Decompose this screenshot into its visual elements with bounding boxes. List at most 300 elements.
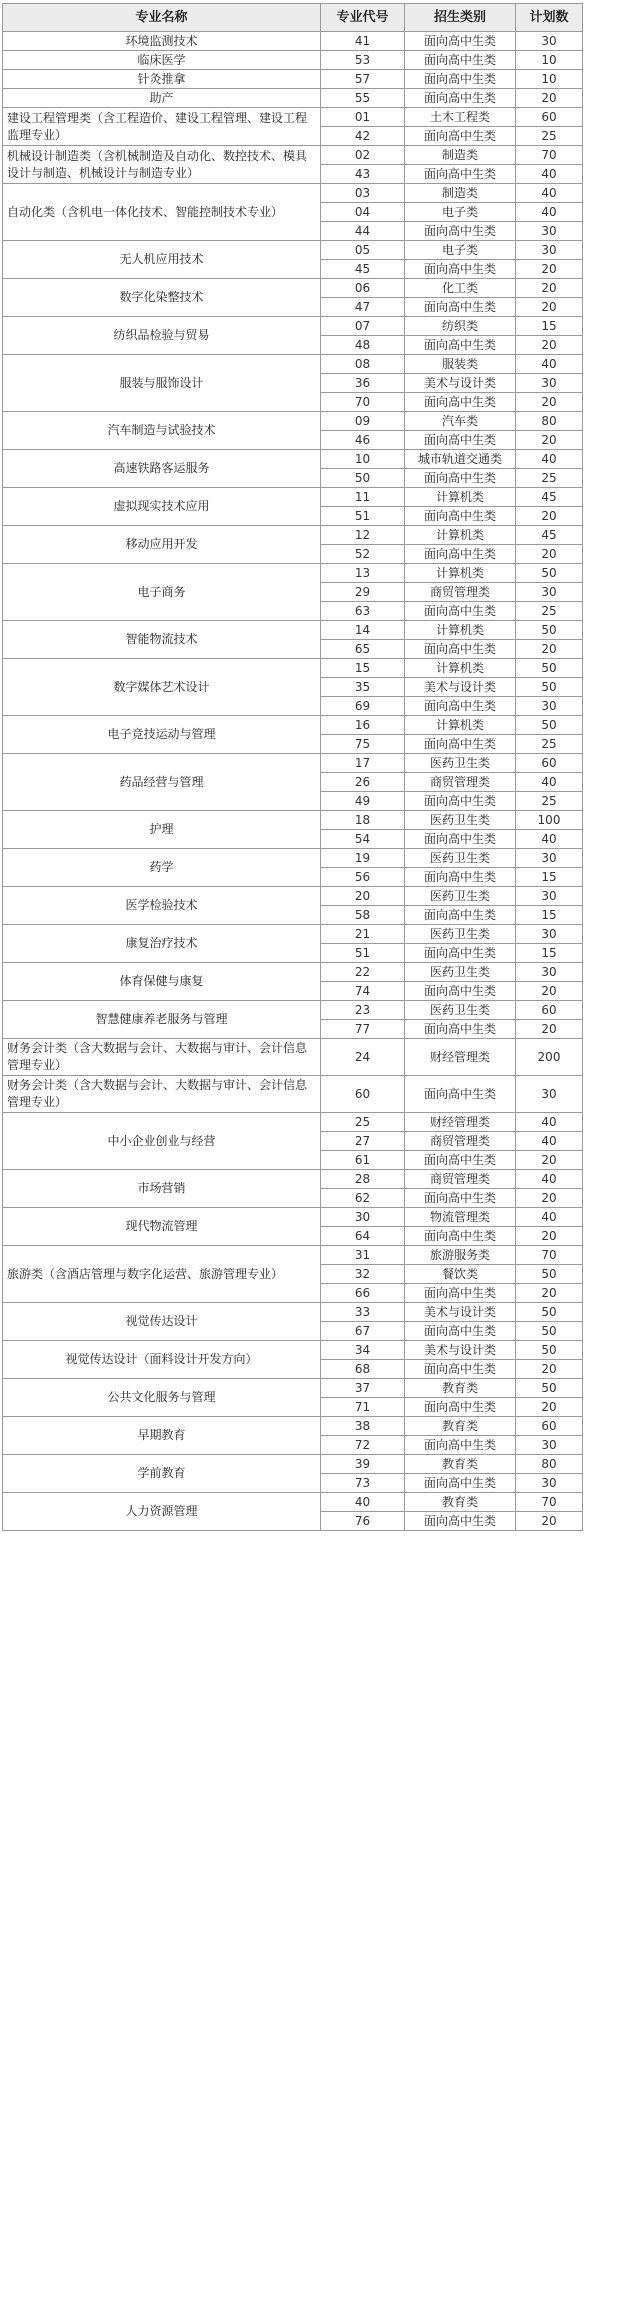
major-name: 旅游类（含酒店管理与数字化运营、旅游管理专业） (3, 1246, 321, 1303)
plan-count: 40 (516, 773, 583, 792)
enrollment-category: 面向高中生类 (405, 1398, 516, 1417)
major-name: 体育保健与康复 (3, 963, 321, 1001)
enrollment-category: 面向高中生类 (405, 1189, 516, 1208)
major-code: 77 (321, 1020, 405, 1039)
plan-count: 20 (516, 982, 583, 1001)
enrollment-category: 教育类 (405, 1455, 516, 1474)
major-code: 71 (321, 1398, 405, 1417)
enrollment-category: 电子类 (405, 203, 516, 222)
plan-count: 40 (516, 1170, 583, 1189)
plan-count: 40 (516, 355, 583, 374)
major-code: 65 (321, 640, 405, 659)
plan-count: 25 (516, 127, 583, 146)
enrollment-category: 医药卫生类 (405, 925, 516, 944)
table-row (3, 355, 583, 374)
major-code: 51 (321, 507, 405, 526)
major-code: 16 (321, 716, 405, 735)
major-code: 51 (321, 944, 405, 963)
enrollment-category: 计算机类 (405, 526, 516, 545)
enrollment-category: 面向高中生类 (405, 944, 516, 963)
major-code: 52 (321, 545, 405, 564)
plan-count: 20 (516, 1227, 583, 1246)
table-row (3, 412, 583, 431)
major-name: 现代物流管理 (3, 1208, 321, 1246)
major-name: 纺织品检验与贸易 (3, 317, 321, 355)
enrollment-category: 面向高中生类 (405, 1284, 516, 1303)
major-code: 18 (321, 811, 405, 830)
plan-count: 45 (516, 526, 583, 545)
major-code: 69 (321, 697, 405, 716)
table-row (3, 1341, 583, 1360)
major-code: 44 (321, 222, 405, 241)
plan-count: 30 (516, 1474, 583, 1493)
plan-count: 15 (516, 868, 583, 887)
plan-count: 70 (516, 1246, 583, 1265)
major-code: 39 (321, 1455, 405, 1474)
table-row (3, 564, 583, 583)
plan-count: 20 (516, 545, 583, 564)
enrollment-category: 面向高中生类 (405, 792, 516, 811)
enrollment-category: 制造类 (405, 146, 516, 165)
plan-count: 20 (516, 1512, 583, 1531)
major-code: 72 (321, 1436, 405, 1455)
plan-count: 40 (516, 450, 583, 469)
enrollment-category: 面向高中生类 (405, 336, 516, 355)
major-code: 70 (321, 393, 405, 412)
plan-count: 70 (516, 146, 583, 165)
plan-count: 30 (516, 849, 583, 868)
major-code: 21 (321, 925, 405, 944)
table-row (3, 450, 583, 469)
enrollment-category: 计算机类 (405, 659, 516, 678)
plan-count: 50 (516, 678, 583, 697)
plan-count: 30 (516, 1436, 583, 1455)
plan-count: 80 (516, 1455, 583, 1474)
plan-count: 50 (516, 1303, 583, 1322)
major-name: 护理 (3, 811, 321, 849)
major-code: 36 (321, 374, 405, 393)
enrollment-category: 面向高中生类 (405, 1322, 516, 1341)
major-code: 20 (321, 887, 405, 906)
enrollment-category: 美术与设计类 (405, 678, 516, 697)
table-row (3, 184, 583, 203)
enrollment-category: 教育类 (405, 1493, 516, 1512)
enrollment-category: 面向高中生类 (405, 1474, 516, 1493)
plan-count: 30 (516, 925, 583, 944)
major-code: 11 (321, 488, 405, 507)
plan-count: 25 (516, 792, 583, 811)
enrollment-category: 面向高中生类 (405, 1227, 516, 1246)
major-name: 公共文化服务与管理 (3, 1379, 321, 1417)
table-row (3, 279, 583, 298)
enrollment-category: 商贸管理类 (405, 773, 516, 792)
major-code: 47 (321, 298, 405, 317)
enrollment-category: 面向高中生类 (405, 602, 516, 621)
major-code: 46 (321, 431, 405, 450)
major-code: 26 (321, 773, 405, 792)
plan-count: 20 (516, 279, 583, 298)
major-code: 03 (321, 184, 405, 203)
enrollment-category: 面向高中生类 (405, 32, 516, 51)
major-code: 75 (321, 735, 405, 754)
major-name: 汽车制造与试验技术 (3, 412, 321, 450)
major-code: 48 (321, 336, 405, 355)
enrollment-category: 电子类 (405, 241, 516, 260)
plan-count: 50 (516, 716, 583, 735)
table-row (3, 241, 583, 260)
major-code: 34 (321, 1341, 405, 1360)
major-name: 助产 (3, 89, 321, 108)
major-code: 02 (321, 146, 405, 165)
major-code: 55 (321, 89, 405, 108)
enrollment-category: 面向高中生类 (405, 393, 516, 412)
enrollment-category: 教育类 (405, 1379, 516, 1398)
enrollment-category: 面向高中生类 (405, 51, 516, 70)
plan-count: 20 (516, 1020, 583, 1039)
plan-count: 40 (516, 1132, 583, 1151)
major-name: 环境监测技术 (3, 32, 321, 51)
major-code: 22 (321, 963, 405, 982)
plan-count: 50 (516, 1341, 583, 1360)
table-row (3, 849, 583, 868)
plan-count: 50 (516, 564, 583, 583)
enrollment-category: 土木工程类 (405, 108, 516, 127)
enrollment-category: 制造类 (405, 184, 516, 203)
plan-count: 20 (516, 640, 583, 659)
plan-count: 30 (516, 1076, 583, 1113)
table-row (3, 146, 583, 165)
plan-count: 60 (516, 108, 583, 127)
plan-count: 50 (516, 1265, 583, 1284)
enrollment-category: 美术与设计类 (405, 1341, 516, 1360)
plan-count: 20 (516, 260, 583, 279)
major-code: 37 (321, 1379, 405, 1398)
plan-count: 50 (516, 659, 583, 678)
major-code: 30 (321, 1208, 405, 1227)
major-code: 49 (321, 792, 405, 811)
plan-count: 30 (516, 374, 583, 393)
plan-count: 50 (516, 621, 583, 640)
major-code: 04 (321, 203, 405, 222)
enrollment-category: 面向高中生类 (405, 1436, 516, 1455)
table-row (3, 1493, 583, 1512)
table-row (3, 925, 583, 944)
major-code: 68 (321, 1360, 405, 1379)
major-code: 63 (321, 602, 405, 621)
major-code: 38 (321, 1417, 405, 1436)
major-code: 01 (321, 108, 405, 127)
major-name: 药学 (3, 849, 321, 887)
major-code: 29 (321, 583, 405, 602)
major-code: 25 (321, 1113, 405, 1132)
table-row (3, 621, 583, 640)
enrollment-category: 计算机类 (405, 621, 516, 640)
table-row (3, 32, 583, 51)
table-row (3, 811, 583, 830)
table-row (3, 1208, 583, 1227)
enrollment-category: 面向高中生类 (405, 545, 516, 564)
enrollment-category: 医药卫生类 (405, 754, 516, 773)
plan-count: 70 (516, 1493, 583, 1512)
major-code: 45 (321, 260, 405, 279)
major-name: 机械设计制造类（含机械制造及自动化、数控技术、模具设计与制造、机械设计与制造专业） (3, 146, 321, 184)
table-row (3, 70, 583, 89)
major-code: 17 (321, 754, 405, 773)
table-row (3, 1113, 583, 1132)
table-row (3, 716, 583, 735)
major-name: 电子商务 (3, 564, 321, 621)
major-name: 视觉传达设计 (3, 1303, 321, 1341)
enrollment-category: 商贸管理类 (405, 1132, 516, 1151)
plan-count: 50 (516, 1379, 583, 1398)
plan-count: 20 (516, 393, 583, 412)
plan-count: 30 (516, 222, 583, 241)
major-code: 35 (321, 678, 405, 697)
enrollment-category: 面向高中生类 (405, 469, 516, 488)
plan-count: 30 (516, 241, 583, 260)
table-row (3, 887, 583, 906)
major-code: 54 (321, 830, 405, 849)
table-row (3, 89, 583, 108)
enrollment-category: 面向高中生类 (405, 1076, 516, 1113)
major-code: 50 (321, 469, 405, 488)
major-code: 07 (321, 317, 405, 336)
enrollment-category: 商贸管理类 (405, 583, 516, 602)
table-row (3, 488, 583, 507)
major-code: 66 (321, 1284, 405, 1303)
plan-count: 20 (516, 1360, 583, 1379)
plan-count: 20 (516, 89, 583, 108)
plan-count: 40 (516, 1208, 583, 1227)
enrollment-category: 化工类 (405, 279, 516, 298)
table-row (3, 1170, 583, 1189)
major-code: 14 (321, 621, 405, 640)
major-code: 31 (321, 1246, 405, 1265)
major-code: 62 (321, 1189, 405, 1208)
major-name: 人力资源管理 (3, 1493, 321, 1531)
enrollment-category: 服装类 (405, 355, 516, 374)
plan-count: 30 (516, 963, 583, 982)
enrollment-category: 面向高中生类 (405, 165, 516, 184)
major-name: 虚拟现实技术应用 (3, 488, 321, 526)
enrollment-category: 面向高中生类 (405, 982, 516, 1001)
table-row (3, 1039, 583, 1076)
major-name: 数字化染整技术 (3, 279, 321, 317)
plan-count: 15 (516, 944, 583, 963)
major-name: 财务会计类（含大数据与会计、大数据与审计、会计信息管理专业） (3, 1039, 321, 1076)
enrollment-category: 计算机类 (405, 564, 516, 583)
enrollment-category: 医药卫生类 (405, 811, 516, 830)
table-row (3, 754, 583, 773)
enrollment-category: 面向高中生类 (405, 298, 516, 317)
major-name: 财务会计类（含大数据与会计、大数据与审计、会计信息管理专业） (3, 1076, 321, 1113)
enrollment-category: 计算机类 (405, 488, 516, 507)
plan-count: 20 (516, 431, 583, 450)
table-row (3, 108, 583, 127)
major-code: 40 (321, 1493, 405, 1512)
page (2, 3, 583, 1531)
header-major-name: 专业名称 (3, 4, 321, 32)
major-code: 33 (321, 1303, 405, 1322)
major-name: 针灸推拿 (3, 70, 321, 89)
major-name: 早期教育 (3, 1417, 321, 1455)
plan-count: 20 (516, 507, 583, 526)
major-name: 自动化类（含机电一体化技术、智能控制技术专业） (3, 184, 321, 241)
major-code: 15 (321, 659, 405, 678)
plan-count: 20 (516, 298, 583, 317)
enrollment-category: 餐饮类 (405, 1265, 516, 1284)
major-code: 61 (321, 1151, 405, 1170)
enrollment-category: 面向高中生类 (405, 260, 516, 279)
major-name: 学前教育 (3, 1455, 321, 1493)
plan-count: 10 (516, 51, 583, 70)
enrollment-plan-table (2, 3, 583, 1531)
table-row (3, 526, 583, 545)
enrollment-category: 汽车类 (405, 412, 516, 431)
major-code: 41 (321, 32, 405, 51)
major-code: 56 (321, 868, 405, 887)
enrollment-category: 商贸管理类 (405, 1170, 516, 1189)
major-code: 05 (321, 241, 405, 260)
major-name: 服装与服饰设计 (3, 355, 321, 412)
enrollment-category: 面向高中生类 (405, 89, 516, 108)
table-row (3, 1001, 583, 1020)
plan-count: 10 (516, 70, 583, 89)
table-row (3, 659, 583, 678)
enrollment-category: 医药卫生类 (405, 963, 516, 982)
plan-count: 100 (516, 811, 583, 830)
major-code: 27 (321, 1132, 405, 1151)
major-code: 67 (321, 1322, 405, 1341)
major-code: 24 (321, 1039, 405, 1076)
major-code: 43 (321, 165, 405, 184)
enrollment-category: 面向高中生类 (405, 868, 516, 887)
plan-count: 20 (516, 1284, 583, 1303)
table-row (3, 317, 583, 336)
major-code: 19 (321, 849, 405, 868)
enrollment-category: 财经管理类 (405, 1039, 516, 1076)
major-name: 智能物流技术 (3, 621, 321, 659)
major-name: 无人机应用技术 (3, 241, 321, 279)
major-code: 53 (321, 51, 405, 70)
major-code: 76 (321, 1512, 405, 1531)
table-row (3, 1303, 583, 1322)
table-header-row (3, 4, 583, 32)
plan-count: 30 (516, 887, 583, 906)
enrollment-category: 面向高中生类 (405, 906, 516, 925)
major-code: 10 (321, 450, 405, 469)
major-name: 康复治疗技术 (3, 925, 321, 963)
major-name: 医学检验技术 (3, 887, 321, 925)
plan-count: 50 (516, 1322, 583, 1341)
table-row (3, 1417, 583, 1436)
major-name: 临床医学 (3, 51, 321, 70)
major-code: 57 (321, 70, 405, 89)
major-code: 08 (321, 355, 405, 374)
enrollment-category: 城市轨道交通类 (405, 450, 516, 469)
major-code: 13 (321, 564, 405, 583)
major-name: 视觉传达设计（面料设计开发方向） (3, 1341, 321, 1379)
plan-count: 15 (516, 317, 583, 336)
plan-count: 30 (516, 32, 583, 51)
table-row (3, 51, 583, 70)
header-major-code: 专业代号 (321, 4, 405, 32)
table-row (3, 1076, 583, 1113)
enrollment-category: 面向高中生类 (405, 1020, 516, 1039)
major-code: 58 (321, 906, 405, 925)
plan-count: 15 (516, 906, 583, 925)
major-code: 60 (321, 1076, 405, 1113)
major-name: 药品经营与管理 (3, 754, 321, 811)
major-code: 06 (321, 279, 405, 298)
major-code: 28 (321, 1170, 405, 1189)
table-body (3, 32, 583, 1531)
header-plan: 计划数 (516, 4, 583, 32)
major-name: 中小企业创业与经营 (3, 1113, 321, 1170)
enrollment-category: 面向高中生类 (405, 1512, 516, 1531)
plan-count: 80 (516, 412, 583, 431)
enrollment-category: 面向高中生类 (405, 507, 516, 526)
enrollment-category: 医药卫生类 (405, 887, 516, 906)
plan-count: 60 (516, 1001, 583, 1020)
plan-count: 20 (516, 1189, 583, 1208)
enrollment-category: 财经管理类 (405, 1113, 516, 1132)
enrollment-category: 面向高中生类 (405, 1360, 516, 1379)
major-code: 73 (321, 1474, 405, 1493)
enrollment-category: 面向高中生类 (405, 1151, 516, 1170)
plan-count: 40 (516, 184, 583, 203)
plan-count: 25 (516, 469, 583, 488)
major-name: 市场营销 (3, 1170, 321, 1208)
plan-count: 60 (516, 754, 583, 773)
major-code: 64 (321, 1227, 405, 1246)
plan-count: 30 (516, 583, 583, 602)
enrollment-category: 面向高中生类 (405, 830, 516, 849)
enrollment-category: 物流管理类 (405, 1208, 516, 1227)
enrollment-category: 面向高中生类 (405, 70, 516, 89)
plan-count: 40 (516, 165, 583, 184)
plan-count: 30 (516, 697, 583, 716)
enrollment-category: 面向高中生类 (405, 431, 516, 450)
enrollment-category: 美术与设计类 (405, 1303, 516, 1322)
major-code: 74 (321, 982, 405, 1001)
plan-count: 40 (516, 1113, 583, 1132)
plan-count: 200 (516, 1039, 583, 1076)
table-row (3, 963, 583, 982)
major-code: 42 (321, 127, 405, 146)
enrollment-category: 教育类 (405, 1417, 516, 1436)
header-category: 招生类别 (405, 4, 516, 32)
plan-count: 45 (516, 488, 583, 507)
enrollment-category: 纺织类 (405, 317, 516, 336)
major-code: 32 (321, 1265, 405, 1284)
plan-count: 25 (516, 735, 583, 754)
enrollment-category: 面向高中生类 (405, 735, 516, 754)
enrollment-category: 美术与设计类 (405, 374, 516, 393)
major-code: 09 (321, 412, 405, 431)
major-code: 23 (321, 1001, 405, 1020)
plan-count: 20 (516, 1151, 583, 1170)
major-name: 高速铁路客运服务 (3, 450, 321, 488)
plan-count: 40 (516, 830, 583, 849)
major-name: 智慧健康养老服务与管理 (3, 1001, 321, 1039)
enrollment-category: 面向高中生类 (405, 697, 516, 716)
enrollment-category: 面向高中生类 (405, 127, 516, 146)
enrollment-category: 旅游服务类 (405, 1246, 516, 1265)
plan-count: 20 (516, 1398, 583, 1417)
enrollment-category: 医药卫生类 (405, 849, 516, 868)
table-row (3, 1246, 583, 1265)
